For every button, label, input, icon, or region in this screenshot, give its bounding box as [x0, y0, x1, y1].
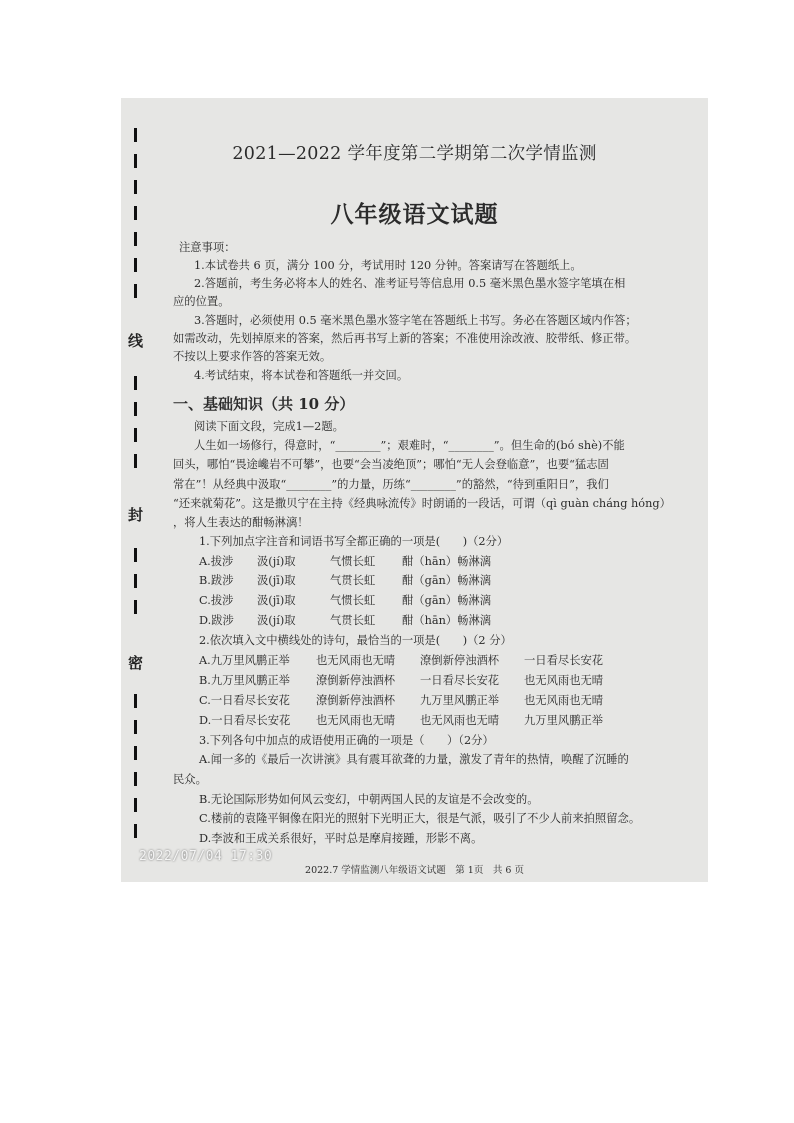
note-item-4: 4.考试结束，将本试卷和答题纸一并交回。	[194, 369, 409, 382]
photo-timestamp: 2022/07/04 17:30	[139, 849, 273, 864]
note-item-2: 2.答题前，考生务必将本人的姓名、准考证号等信息用 0.5 毫米黑色墨水签字笔填在相	[194, 277, 626, 290]
passage-line: ，将人生表达的酣畅淋漓！	[173, 516, 309, 529]
subject-title: 八年级语文试题	[330, 201, 499, 228]
question-1-option: C.拔涉 汲(jī)取 气惯长虹 酣（gān）畅淋漓	[199, 594, 492, 607]
section-heading: 一、基础知识（共 10 分）	[173, 395, 355, 413]
question-2-stem: 2.依次填入文中横线处的诗句，最恰当的一项是( )（2 分）	[199, 634, 512, 647]
note-item-3: 3.答题时，必须使用 0.5 毫米黑色墨水签字笔在答题纸上书写。务必在答题区域内作答；	[194, 314, 637, 327]
question-2-option: A.九万里风鹏正举 也无风雨也无晴 潦倒新停浊酒杯 一日看尽长安花	[199, 654, 604, 667]
question-3-option-a: A.闻一多的《最后一次讲演》具有震耳欲聋的力量，激发了青年的热情，唤醒了沉睡的	[199, 753, 629, 766]
binding-mark-feng: 封	[128, 506, 144, 524]
question-1-stem: 1.下列加点字注音和词语书写全都正确的一项是( )（2分）	[199, 535, 509, 548]
passage-line: 回头，哪怕“畏途巉岩不可攀”，也要“会当凌绝顶”；哪怕“无人会登临意”，也要“猛志固	[173, 458, 609, 471]
binding-mark-xian: 线	[128, 332, 144, 350]
passage-line: 人生如一场修行，得意时，“________”；艰难时，“________”。但生命的(bó shè)不能	[194, 439, 625, 452]
binding-mark-mi: 密	[128, 654, 144, 672]
exam-page	[121, 98, 708, 882]
question-3-stem: 3.下列各句中加点的成语使用正确的一项是（ ）（2分）	[199, 734, 494, 747]
note-item-2-cont: 应的位置。	[173, 295, 230, 308]
scanned-exam-photo	[121, 98, 708, 882]
note-item-3-cont: 不按以上要求作答的答案无效。	[173, 350, 332, 363]
page-footer: 2022.7 学情监测八年级语文试题 第 1页 共 6 页	[305, 865, 524, 876]
note-item-3-cont: 如需改动，先划掉原来的答案，然后再书写上新的答案；不准使用涂改液、胶带纸、修正带。	[173, 332, 637, 345]
question-3-option-b: B.无论国际形势如何风云变幻，中朝两国人民的友谊是不会改变的。	[199, 793, 539, 806]
question-1-option: A.拔涉 汲(jí)取 气惯长虹 酣（hān）畅淋漓	[199, 555, 492, 568]
note-item-1: 1.本试卷共 6 页，满分 100 分，考试用时 120 分钟。答案请写在答题纸上。	[194, 259, 582, 272]
question-3-option-d: D.李波和王成关系很好，平时总是摩肩接踵，形影不离。	[199, 832, 483, 845]
question-2-option: C.一日看尽长安花 潦倒新停浊酒杯 九万里风鹏正举 也无风雨也无晴	[199, 694, 604, 707]
passage-line: “还来就菊花”。这是撒贝宁在主持《经典咏流传》时朗诵的一段话，可谓（qì guàn cháng hóng）	[173, 497, 671, 510]
question-2-option: B.九万里风鹏正举 潦倒新停浊酒杯 一日看尽长安花 也无风雨也无晴	[199, 674, 604, 687]
question-3-option-c: C.楼前的袁隆平铜像在阳光的照射下光明正大，很是气派，吸引了不少人前来拍照留念。	[199, 812, 641, 825]
passage-line: 常在”！从经典中汲取“________”的力量，历练“________”的豁然，“待到重阳日”，我们	[173, 478, 609, 491]
exam-title: 2021—2022 学年度第二学期第二次学情监测	[232, 144, 597, 164]
question-1-option: B.跋涉 汲(jī)取 气贯长虹 酣（gān）畅淋漓	[199, 574, 492, 587]
notes-heading: 注意事项：	[179, 241, 236, 254]
question-2-option: D.一日看尽长安花 也无风雨也无晴 也无风雨也无晴 九万里风鹏正举	[199, 714, 604, 727]
question-3-option-a-cont: 民众。	[173, 773, 207, 786]
reading-intro: 阅读下面文段，完成1—2题。	[194, 420, 344, 433]
question-1-option: D.跋涉 汲(jí)取 气贯长虹 酣（hān）畅淋漓	[199, 614, 492, 627]
